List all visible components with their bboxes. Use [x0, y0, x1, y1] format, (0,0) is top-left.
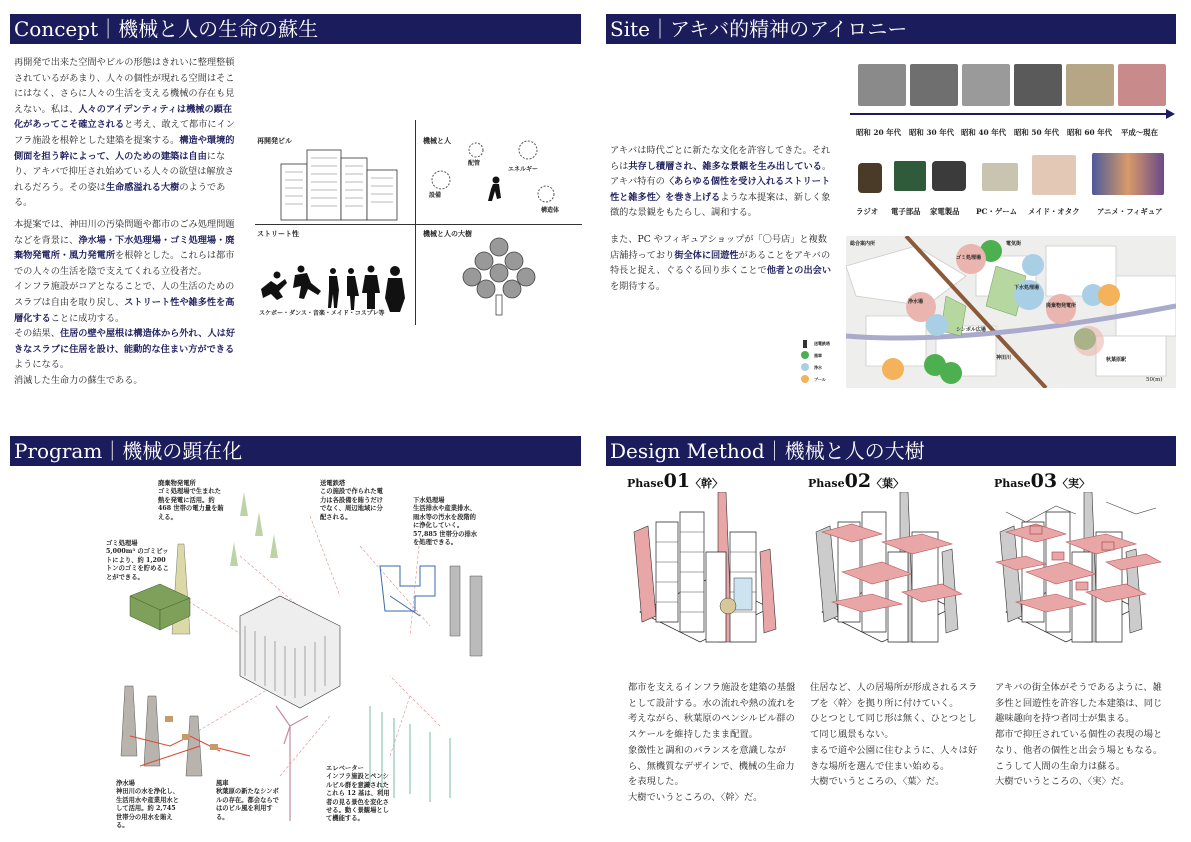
era-photo-5	[1066, 64, 1114, 106]
method-header: Design Method｜機械と人の大樹	[606, 436, 1176, 466]
radio-icon	[858, 163, 882, 193]
goods-label-radio: ラジオ	[856, 207, 879, 216]
note-elevator: エレベーター インフラ施設とペンシルビル群を意識されたこれら 12 基は、利用者の見る景色を変化させる。動く景観場として機能する。	[326, 765, 390, 823]
site-map	[846, 236, 1176, 388]
concept-p3	[14, 279, 240, 326]
note-sewage: 下水処理場 生活排水や産業排水、雨水等の汚水を段階的に浄化していく。57,885 世帯分の排水を処理できる。	[413, 497, 478, 547]
diagram-street-caption: スケボー・ダンス・音楽・メイド・コスプレ等	[259, 310, 385, 317]
map-label-river: 神田川	[996, 355, 1012, 361]
street-people-illustration	[255, 225, 415, 325]
map-label-plaza: シンボル広場	[956, 327, 986, 333]
map-label-garbage: ゴミ処理場	[956, 255, 982, 261]
concept-p4	[14, 326, 240, 373]
emphasis-text: 構造や環境的側面を担う幹によって、人のための建築は自由	[14, 134, 235, 162]
map-label-info: 総合案内所	[850, 241, 876, 247]
era-label-3: 昭和 40 年代	[961, 128, 1006, 137]
site-p2	[610, 232, 836, 294]
map-scale: 50(m)	[1146, 377, 1163, 383]
diagram-item-pipe: 配管	[468, 160, 481, 167]
map-label-electric-town: 電気街	[1006, 241, 1022, 247]
era-photo-6	[1118, 64, 1166, 106]
goods-label-parts: 電子部品	[891, 207, 921, 216]
body-text: 本提案では、神田川の汚染問題や都市のごみ処理問題などを背景に、	[14, 218, 235, 246]
map-marker-blue-1	[1022, 254, 1044, 276]
legend-windmill: 風車	[814, 353, 822, 358]
legend-tower: 送電鉄塔	[814, 341, 830, 346]
site-header: Site｜アキバ的精神のアイロニー	[606, 14, 1176, 44]
machine-tree-illustration	[416, 225, 582, 325]
concept-header: Concept｜機械と人の生命の蘇生	[10, 14, 581, 44]
map-marker-orange-2	[882, 358, 904, 380]
era-label-6: 平成〜現在	[1121, 128, 1158, 137]
diagram-label-redevelopment: 再開発ビル	[257, 136, 292, 145]
appliance-icon	[932, 161, 966, 191]
anime-figure-icon	[1092, 153, 1164, 195]
redevelopment-buildings-illustration	[255, 120, 415, 224]
site-text	[610, 143, 836, 298]
map-legend	[800, 340, 846, 388]
body-text: また、PC やフィギュアショップが「〇号店」と複数店舗持っており	[610, 233, 827, 261]
phase-1-text: 都市を支えるインフラ施設を建築の基盤として設計する。水の流れや熱の流れを考えながら、秋葉原のペンシルビル群のスケールを維持したまま配置。 象徴性と調和のバランスを意識しながら、無機質なデザインで、機械の生命力を表現した。 大樹でいうところの、〈幹〉だ。	[628, 682, 796, 803]
goods-label-maid: メイド・オタク	[1028, 207, 1080, 216]
note-waste-power: 廃棄物発電所 ゴミ処理場で生まれた熱を発電に活用。約 468 世帯の電力量を賄える。	[158, 480, 224, 521]
body-text: を期待する。	[610, 280, 666, 292]
diagram-label-tree: 機械と人の大樹	[423, 229, 472, 238]
diagram-label-street: ストリート性	[257, 229, 299, 238]
body-text: アキバは時代ごとに新たな文化を許容してきた。それらは	[610, 145, 831, 172]
map-label-station: 秋葉原駅	[1106, 357, 1127, 363]
maid-otaku-icon	[1032, 155, 1076, 195]
legend-windmill-icon	[801, 351, 809, 359]
map-label-water: 浄水場	[908, 299, 924, 305]
diagram-label-machine-human: 機械と人	[423, 136, 451, 145]
body-text: インフラ施設がコアとなることで、人の生活のためのスラブは自由を取り戻し、	[14, 281, 235, 308]
note-garbage: ゴミ処理場 5,000m³ のゴミピットにより、約 1,200 トンのゴミを貯めることができる。	[106, 540, 169, 581]
emphasis-text: 浄水場・下水処理場・ゴミ処理場・廃棄物発電所・風力発電所	[14, 234, 235, 262]
body-text: ことに成功する。	[50, 312, 125, 324]
body-text: になり、アキバで抑圧され始めている人々の欲望は解放されるだろう。その姿は	[14, 150, 234, 193]
body-text: のようである。	[14, 181, 226, 209]
legend-water-icon	[801, 363, 809, 371]
legend-tower-icon	[803, 340, 807, 348]
body-text: と考え、敢えて都市にインフラ施設を根幹とした建築を提案する。	[14, 119, 235, 146]
map-marker-green-4	[940, 362, 962, 384]
concept-p5	[14, 373, 240, 389]
emphasis-text: 共存し積層され、雑多な景観を生み出している	[628, 160, 822, 172]
goods-label-anime: アニメ・フィギュア	[1097, 207, 1163, 216]
phase-2-text: 住居など、人の居場所が形成されるスラブを〈幹〉を拠り所に付けていく。 ひとつとして同じ形は無く、ひとつとして同じ風景もない。 まるで道や公園に住むように、人々は好きな場所を選んで住まい始める。 大樹でいうところの、〈葉〉だ。	[810, 682, 978, 788]
emphasis-text: 〈あらゆる個性を受け入れるストリート性と雑多性〉を巻き上げる	[610, 176, 831, 203]
legend-pool: プール	[814, 377, 826, 382]
timeline-arrow	[848, 108, 1178, 120]
body-text: ようになる。	[14, 359, 70, 371]
program-header: Program｜機械の顕在化	[10, 436, 581, 466]
phase-3-title: Phase03〈実〉	[994, 470, 1091, 492]
emphasis-text: 住居の壁や屋根は構造体から外れ、人は好きなスラブに住居を設け、能動的な住まい方ができる	[14, 328, 236, 355]
diagram-item-structure: 構造体	[541, 207, 560, 214]
concept-p1	[14, 55, 240, 211]
era-label-4: 昭和 50 年代	[1014, 128, 1059, 137]
note-water: 浄水場 神田川の水を浄化し、生活用水や産業用水として活用。約 2,745 世帯分の用水を賄える。	[116, 780, 179, 830]
phase-3-drawing	[986, 492, 1166, 667]
map-marker-orange-1	[1098, 284, 1120, 306]
map-marker-pink-4	[1074, 326, 1104, 356]
body-text: ような本提案は、新しく象徴的な景観をもたらし、調和する。	[610, 191, 831, 219]
note-windmill: 風車 秋葉原の新たなシンボルの存在。都会ならではのビル風を利用する。	[216, 780, 279, 821]
body-text: 再開発で出来た空間やビルの形態はきれいに整理整頓されているがあまり、人々の個性が現れる空間はそこにはなく、さらに人々の生活を支える機械の存在も見えない。私は、	[14, 57, 235, 115]
era-label-5: 昭和 60 年代	[1067, 128, 1112, 137]
electronic-parts-icon	[894, 161, 926, 191]
phase-2-title: Phase02〈葉〉	[808, 470, 905, 492]
era-label-1: 昭和 20 年代	[856, 128, 901, 137]
diagram-item-energy: エネルギー	[508, 166, 539, 173]
goods-label-pc: PC・ゲーム	[976, 207, 1018, 216]
era-photo-4	[1014, 64, 1062, 106]
phase-1-title: Phase01〈幹〉	[627, 470, 724, 492]
concept-diagram	[255, 120, 582, 330]
machine-human-illustration	[416, 120, 582, 224]
legend-water: 浄水	[814, 365, 822, 370]
era-photo-2	[910, 64, 958, 106]
map-label-waste-power: 廃棄物発電所	[1046, 303, 1077, 309]
diagram-item-equipment: 設備	[429, 192, 442, 199]
emphasis-text: 生命感溢れる大樹	[105, 181, 180, 193]
phase-3-text: アキバの街全体がそうであるように、雑多性と回遊性を許容した本建築は、同じ趣味趣向を持つ者同士が集まる。 都市で抑圧されている個性の表現の場となり、他者の個性と出会う場ともなる。こうして人間の生命力は蘇る。 大樹でいうところの、〈実〉だ。	[995, 682, 1163, 788]
era-photo-1	[858, 64, 906, 106]
body-text: 。アキバ特有の	[610, 160, 832, 188]
note-tower: 送電鉄塔 この施設で作られた電力は各設備を賄うだけでなく、周辺地域に分配される。	[320, 480, 383, 521]
legend-pool-icon	[801, 375, 809, 383]
body-text: 消滅した生命力の蘇生である。	[14, 374, 143, 386]
concept-p2	[14, 217, 240, 279]
body-text: を根幹とした。これらは都市での人々の生活を陰で支えてくれる立役者だ。	[14, 250, 235, 277]
era-label-2: 昭和 30 年代	[909, 128, 954, 137]
emphasis-text: 人々のアイデンティティは機械の顕在化があってこそ確立される	[14, 103, 233, 131]
era-photo-3	[962, 64, 1010, 106]
body-text: その結果、	[14, 328, 60, 340]
map-marker-blue-3	[926, 314, 948, 336]
pc-icon	[982, 163, 1018, 191]
emphasis-text: ストリート性や雑多性を高層化する	[14, 296, 235, 324]
goods-label-appliance: 家電製品	[930, 207, 960, 216]
emphasis-text: 街全体に回遊性	[674, 249, 739, 261]
emphasis-text: 他者との出会い	[766, 265, 832, 277]
concept-text	[14, 55, 240, 392]
map-label-sewage: 下水処理場	[1014, 285, 1040, 291]
body-text: があることをアキバの特長と捉え、ぐるぐる回り歩くことで	[610, 249, 831, 277]
site-p1	[610, 143, 836, 221]
phase-1-drawing	[620, 492, 790, 667]
phase-2-drawing	[802, 492, 972, 667]
